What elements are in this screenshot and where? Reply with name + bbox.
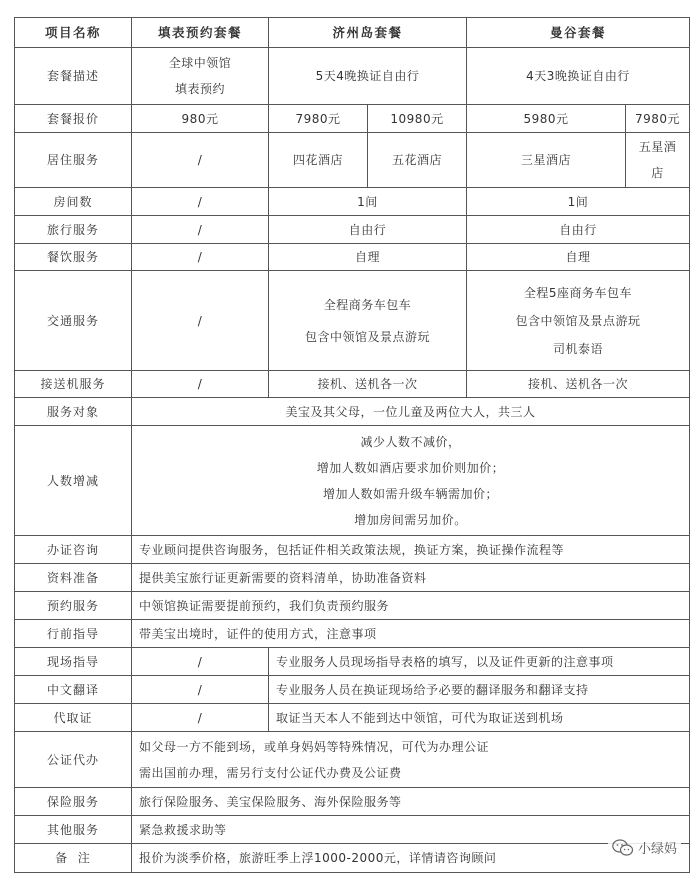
price-bangkok-b: 7980元 — [634, 111, 681, 126]
row-label-meals: 餐饮服务 — [46, 250, 99, 264]
transport-jeju: 全程商务车包车 包含中领馆及景点游玩 — [304, 297, 430, 344]
stay-bangkok-b: 五星酒 店 — [638, 140, 677, 180]
watermark-text: 小绿妈 — [638, 842, 678, 857]
row-label-pickup: 接送机服务 — [40, 377, 106, 391]
travel-jeju: 自由行 — [348, 222, 387, 237]
row-label-remark: 备 注 — [55, 851, 91, 865]
remark-text: 报价为淡季价格，旅游旺季上浮1000-2000元，详情请咨询顾问 — [139, 851, 497, 865]
watermark — [608, 838, 681, 857]
meals-fill: / — [197, 250, 203, 264]
row-label-price: 套餐报价 — [46, 111, 99, 126]
row-label-guide: 行前指导 — [46, 626, 99, 641]
rooms-jeju: 1间 — [357, 194, 378, 209]
proxy-text: 取证当天本人不能到达中领馆，可代为取证送到机场 — [276, 710, 564, 725]
price-fill: 980元 — [181, 111, 219, 126]
price-jeju-b: 10980元 — [390, 111, 444, 126]
notary-text: 如父母一方不能到场，或单身妈妈等特殊情况，可代为办理公证 需出国前办理，需另行支付公证代办费及公证费 — [139, 739, 490, 780]
header-bangkok-package: 曼谷套餐 — [549, 24, 606, 40]
price-jeju-a: 7980元 — [295, 111, 341, 126]
header-fill-package: 填表预约套餐 — [157, 24, 242, 40]
proxy-fill: / — [197, 710, 203, 725]
meals-jeju: 自理 — [354, 250, 380, 264]
pickup-fill: / — [197, 377, 203, 391]
transport-fill: / — [197, 313, 203, 328]
stay-bangkok-a: 三星酒店 — [520, 153, 571, 167]
travel-fill: / — [197, 222, 203, 237]
onsite-text: 专业服务人员现场指导表格的填写，以及证件更新的注意事项 — [276, 654, 614, 669]
row-label-people: 人数增减 — [46, 473, 99, 488]
row-label-proxy: 代取证 — [53, 710, 93, 725]
onsite-fill: / — [197, 654, 203, 669]
stay-jeju-a: 四花酒店 — [292, 153, 343, 167]
pickup-bangkok: 接机、送机各一次 — [527, 377, 628, 391]
row-label-other: 其他服务 — [46, 822, 99, 837]
consult-text: 专业顾问提供咨询服务，包括证件相关政策法规，换证方案，换证操作流程等 — [139, 542, 565, 557]
other-text: 紧急救援求助等 — [139, 822, 227, 837]
row-label-translate: 中文翻译 — [46, 682, 99, 697]
row-label-rooms: 房间数 — [53, 194, 93, 209]
desc-fill: 全球中领馆 填表预约 — [168, 56, 232, 96]
row-label-notary: 公证代办 — [46, 752, 99, 767]
rooms-fill: / — [197, 194, 203, 209]
insurance-text: 旅行保险服务、美宝保险服务、海外保险服务等 — [139, 794, 402, 809]
row-label-onsite: 现场指导 — [46, 654, 99, 669]
rooms-bangkok: 1间 — [567, 194, 589, 209]
row-label-target: 服务对象 — [46, 404, 99, 419]
desc-bangkok: 4天3晚换证自由行 — [526, 69, 630, 83]
booking-text: 中领馆换证需要提前预约，我们负责预约服务 — [139, 598, 390, 613]
transport-bangkok: 全程5座商务车包车 包含中领馆及景点游玩 司机泰语 — [515, 285, 641, 356]
translate-text: 专业服务人员在换证现场给予必要的翻译服务和翻译支持 — [276, 682, 589, 697]
header-jeju-package: 济州岛套餐 — [332, 24, 403, 40]
header-item: 项目名称 — [44, 24, 101, 40]
row-label-transport: 交通服务 — [46, 313, 99, 328]
desc-jeju: 5天4晚换证自由行 — [315, 69, 420, 83]
row-label-stay: 居住服务 — [46, 153, 99, 167]
wechat-icon — [612, 839, 634, 857]
price-bangkok-a: 5980元 — [523, 111, 569, 126]
row-label-docs: 资料准备 — [46, 570, 99, 585]
translate-fill: / — [197, 682, 203, 697]
docs-text: 提供美宝旅行证更新需要的资料清单，协助准备资料 — [139, 570, 427, 585]
meals-bangkok: 自理 — [565, 250, 591, 264]
row-label-booking: 预约服务 — [46, 598, 99, 613]
stay-jeju-b: 五花酒店 — [391, 153, 442, 167]
row-label-desc: 套餐描述 — [46, 69, 99, 83]
row-label-travel: 旅行服务 — [46, 222, 99, 237]
guide-text: 带美宝出境时，证件的使用方式，注意事项 — [139, 626, 377, 641]
pickup-jeju: 接机、送机各一次 — [317, 377, 418, 391]
target-text: 美宝及其父母，一位儿童及两位大人，共三人 — [285, 404, 536, 419]
stay-fill: / — [197, 153, 203, 167]
travel-bangkok: 自由行 — [559, 222, 597, 237]
people-text: 减少人数不减价， 增加人数如酒店要求加价则加价； 增加人数如需升级车辆需加价； 增加房间需另加价。 — [316, 434, 505, 527]
row-label-consult: 办证咨询 — [46, 542, 99, 557]
row-label-insurance: 保险服务 — [46, 794, 99, 809]
